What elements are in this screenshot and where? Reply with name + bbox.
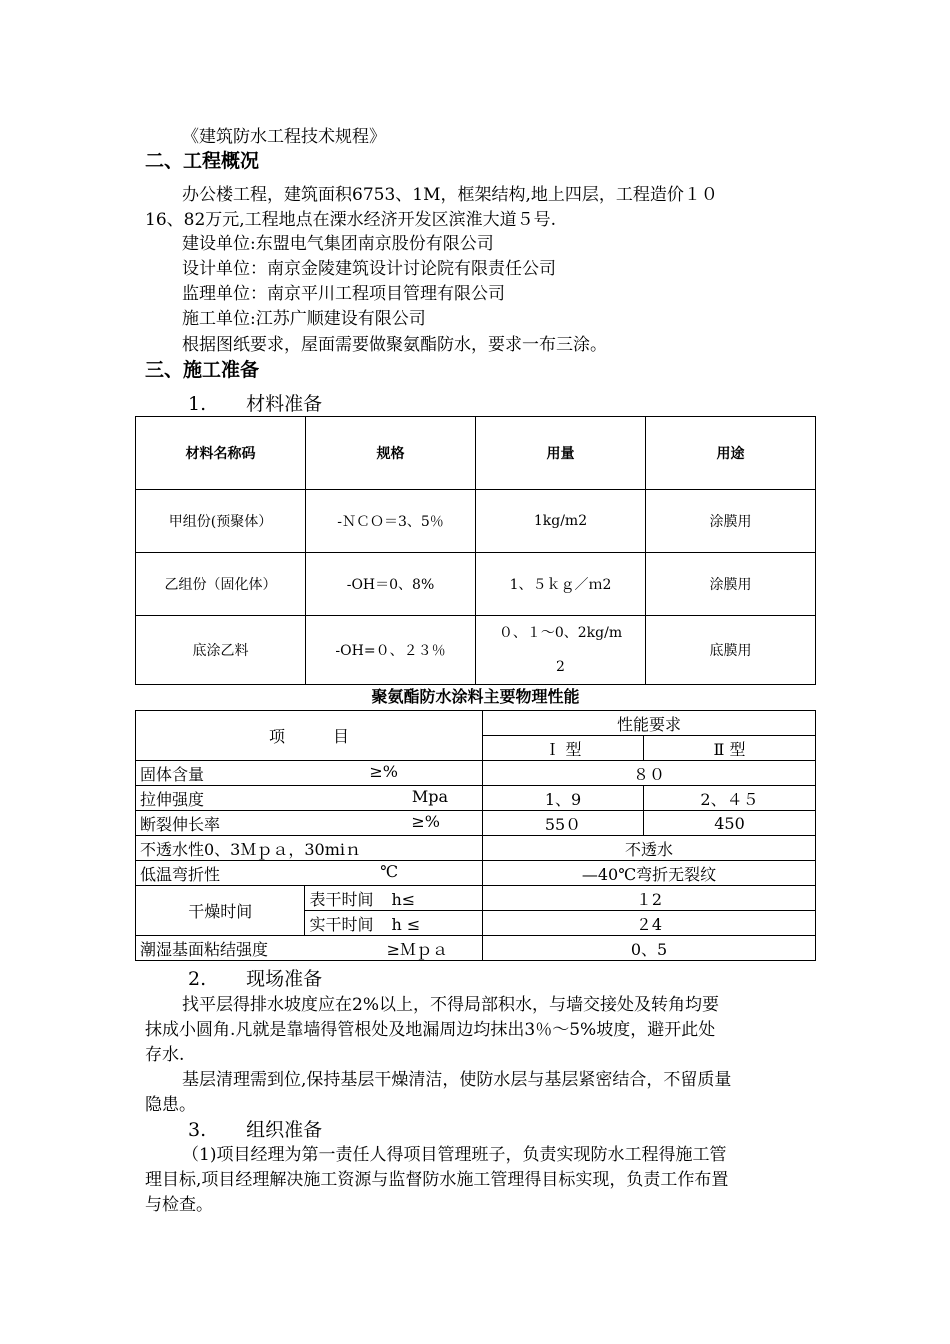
property-name: 低温弯折性 <box>140 864 221 884</box>
heading-number: 3. <box>188 1119 207 1141</box>
material-qty <box>476 616 646 685</box>
material-qty: 1kg/m2 <box>476 490 646 553</box>
property-unit: ≥% <box>369 761 398 781</box>
site-prep-line-3: 存水. <box>145 1045 185 1065</box>
heading-text: 组织准备 <box>246 1119 323 1141</box>
table-header-row <box>136 417 816 490</box>
property-name: 断裂伸长率 <box>140 814 221 834</box>
builder-unit: 施工单位:江苏广顺建设有限公司 <box>182 309 426 329</box>
heading-org-prep <box>188 1118 322 1143</box>
org-line-3: 与检查。 <box>145 1195 213 1215</box>
heading-site-prep <box>188 967 322 992</box>
header-cell: 用量 <box>476 417 646 490</box>
property-value: 0、5 <box>483 936 816 961</box>
regulation-title: 《建筑防水工程技术规程》 <box>182 127 386 147</box>
construction-unit: 建设单位:东盟电气集团南京股份有限公司 <box>182 234 494 254</box>
property-unit: Mpa <box>411 786 448 806</box>
table-row <box>136 786 816 811</box>
property-value: ８０ <box>483 761 816 786</box>
materials-table <box>135 416 816 685</box>
material-spec: -OH＝0、8% <box>306 553 476 616</box>
table-row <box>136 936 816 961</box>
table-row <box>136 490 816 553</box>
property-label <box>136 936 483 961</box>
property-name: 表干时间 <box>309 889 374 909</box>
org-line-2: 理目标,项目经理解决施工资源与监督防水施工管理得目标实现，负责工作布置 <box>145 1170 729 1190</box>
table-row <box>136 553 816 616</box>
material-name: 甲组份(预聚体） <box>136 490 306 553</box>
property-label <box>136 761 483 786</box>
overview-line-2: 16、82万元,工程地点在溧水经济开发区滨淮大道５号. <box>145 210 557 230</box>
heading-number: 1. <box>188 393 207 415</box>
heading-number: 2. <box>188 968 207 990</box>
property-name: 固体含量 <box>140 764 205 784</box>
property-label: 不透水性0、3Ｍｐａ，30miｎ <box>136 836 483 861</box>
heading-material-prep <box>188 392 322 417</box>
org-line-1: （1)项目经理为第一责任人得项目管理班子，负责实现防水工程得施工管 <box>182 1145 727 1165</box>
site-prep-line-2: 抹成小圆角.凡就是靠墙得管根处及地漏周边均抹出3％～5%坡度，避开此处 <box>145 1020 716 1040</box>
table-row <box>136 886 816 911</box>
material-use: 涂膜用 <box>646 490 816 553</box>
property-unit: ℃ <box>380 861 398 881</box>
table-row <box>136 761 816 786</box>
heading-preparation: 三、施工准备 <box>145 359 260 381</box>
property-label <box>136 811 483 836</box>
performance-header: 性能要求 <box>483 711 816 736</box>
overview-line-1: 办公楼工程，建筑面积6753、1M，框架结构,地上四层，工程造价１０ <box>182 185 718 205</box>
property-label <box>136 861 483 886</box>
cleaning-line-2: 隐患。 <box>145 1095 196 1115</box>
requirement-line: 根据图纸要求，屋面需要做聚氨酯防水，要求一布三涂。 <box>182 335 607 355</box>
table-header-row <box>136 711 816 736</box>
property-name: 拉伸强度 <box>140 789 205 809</box>
item-header: 项 目 <box>136 711 483 761</box>
property-label <box>305 911 483 936</box>
material-name: 底涂乙料 <box>136 616 306 685</box>
heading-overview: 二、工程概况 <box>145 150 260 172</box>
property-label <box>305 886 483 911</box>
header-cell: 材料名称码 <box>136 417 306 490</box>
property-name: 实干时间 <box>309 914 374 934</box>
properties-table <box>135 710 816 961</box>
material-spec: -OH=０、２３％ <box>306 616 476 685</box>
heading-text: 现场准备 <box>246 968 323 990</box>
property-value: 450 <box>644 811 816 836</box>
property-value: 不透水 <box>483 836 816 861</box>
design-unit: 设计单位：南京金陵建筑设计讨论院有限责任公司 <box>182 259 556 279</box>
property-name: 潮湿基面粘结强度 <box>140 939 269 959</box>
table-row <box>136 616 816 685</box>
property-unit: h ≤ <box>391 914 421 934</box>
property-label <box>136 786 483 811</box>
type-2-header: Ⅱ 型 <box>644 736 816 761</box>
properties-caption: 聚氨酯防水涂料主要物理性能 <box>371 687 580 706</box>
property-value: １2 <box>483 886 816 911</box>
header-cell: 用途 <box>646 417 816 490</box>
site-prep-line-1: 找平层得排水坡度应在2%以上，不得局部积水，与墙交接处及转角均要 <box>182 995 719 1015</box>
drying-time-label: 干燥时间 <box>136 886 305 936</box>
material-use: 底膜用 <box>646 616 816 685</box>
table-row <box>136 861 816 886</box>
material-use: 涂膜用 <box>646 553 816 616</box>
table-row <box>136 811 816 836</box>
property-value: 2、４５ <box>644 786 816 811</box>
property-unit: ≥Ｍｐａ <box>386 939 448 959</box>
type-1-header: Ｉ 型 <box>483 736 644 761</box>
property-unit: h≤ <box>391 889 416 909</box>
property-value: —40℃弯折无裂纹 <box>483 861 816 886</box>
header-cell: 规格 <box>306 417 476 490</box>
material-spec: -ＮＣＯ＝3、5％ <box>306 490 476 553</box>
cleaning-line-1: 基层清理需到位,保持基层干燥清洁，使防水层与基层紧密结合，不留质量 <box>182 1070 732 1090</box>
property-value: 55０ <box>483 811 644 836</box>
qty-line-2: 2 <box>556 659 565 675</box>
property-unit: ≥% <box>411 811 440 831</box>
qty-line-1: ０、１～0、2kg/m <box>498 625 623 641</box>
property-value: 1、9 <box>483 786 644 811</box>
material-name: 乙组份（固化体） <box>136 553 306 616</box>
heading-text: 材料准备 <box>246 393 323 415</box>
material-qty: 1、５ｋｇ／ｍ2 <box>476 553 646 616</box>
property-value: ２4 <box>483 911 816 936</box>
table-row <box>136 836 816 861</box>
supervision-unit: 监理单位：南京平川工程项目管理有限公司 <box>182 284 505 304</box>
